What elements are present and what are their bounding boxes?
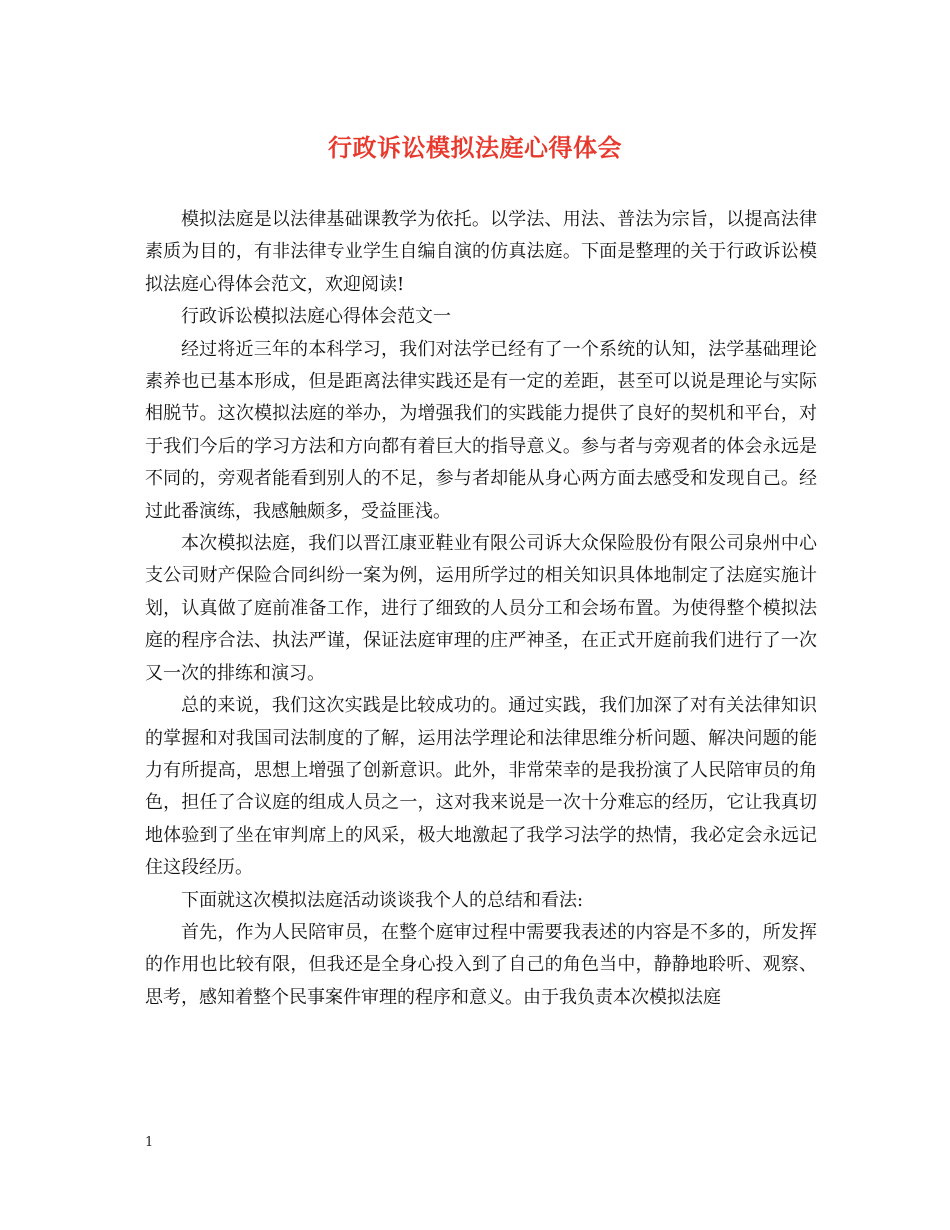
paragraph: 下面就这次模拟法庭活动谈谈我个人的总结和看法: [181,889,584,911]
page-number: 1 [145,1135,154,1150]
paragraph: 本次模拟法庭，我们以晋江康亚鞋业有限公司诉大众保险股份有限公司泉州中心支公司财产保险合同纠纷一案为例，运用所学过的相关知识具体地制定了法庭实施计划，认真做了庭前准备工作，进行了细致的人员分工和会场布置。为使得整个模拟法庭的程序合法、执法严谨，保证法庭审理的庄严神圣，在正式开庭前我们进行了一次又一次的排练和演习。 [145,533,817,684]
paragraph: 总的来说，我们这次实践是比较成功的。通过实践，我们加深了对有关法律知识的掌握和对我国司法制度的了解，运用法学理论和法律思维分析问题、解决问题的能力有所提高，思想上增强了创新意识。此外，非常荣幸的是我扮演了人民陪审员的角色，担任了合议庭的组成人员之一，这对我来说是一次十分难忘的经历，它让我真切地体验到了坐在审判席上的风采，极大地激起了我学习法学的热情，我必定会永远记住这段经历。 [145,695,817,879]
paragraph-intro: 模拟法庭是以法律基础课教学为依托。以学法、用法、普法为宗旨，以提高法律素质为目的，有非法律专业学生自编自演的仿真法庭。下面是整理的关于行政诉讼模拟法庭心得体会范文，欢迎阅读! [145,209,817,295]
section-heading: 行政诉讼模拟法庭心得体会范文一 [181,306,451,328]
paragraph: 经过将近三年的本科学习，我们对法学已经有了一个系统的认知，法学基础理论素养也已基本形成，但是距离法律实践还是有一定的差距，甚至可以说是理论与实际相脱节。这次模拟法庭的举办，为增强我们的实践能力提供了良好的契机和平台，对于我们今后的学习方法和方向都有着巨大的指导意义。参与者与旁观者的体会永远是不同的，旁观者能看到别人的不足，参与者却能从身心两方面去感受和发现自己。经过此番演练，我感触颇多，受益匪浅。 [145,338,817,522]
paragraph: 首先，作为人民陪审员，在整个庭审过程中需要我表述的内容是不多的，所发挥的作用也比较有限，但我还是全身心投入到了自己的角色当中，静静地聆听、观察、思考，感知着整个民事案件审理的程序和意义。由于我负责本次模拟法庭 [145,921,817,1008]
document-body [145,204,817,1014]
document-title: 行政诉讼模拟法庭心得体会 [328,133,622,162]
